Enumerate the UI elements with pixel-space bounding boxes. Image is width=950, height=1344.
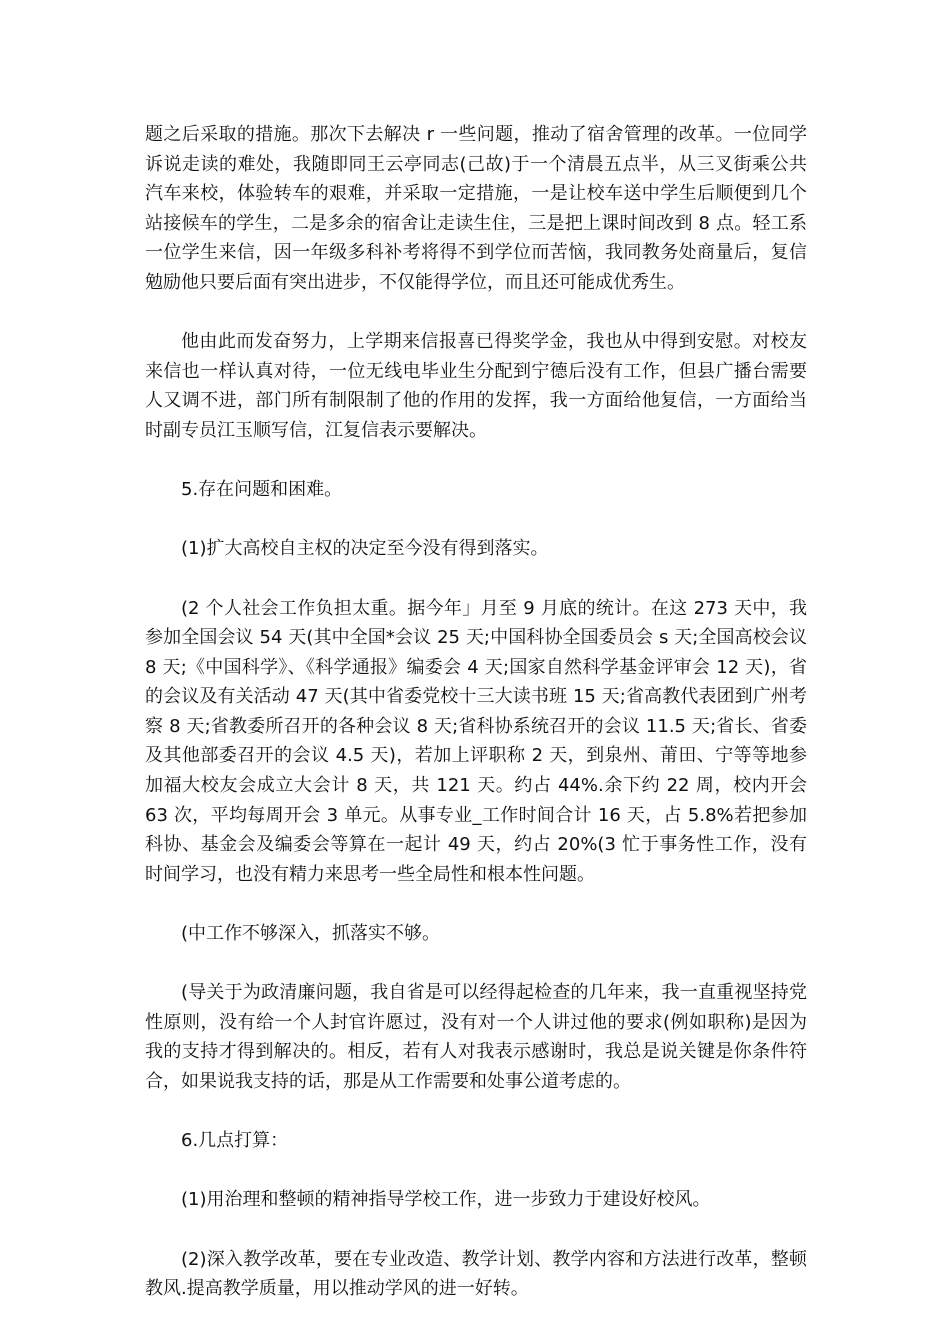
list-item: (1)扩大高校自主权的决定至今没有得到落实。 [181,538,549,560]
section-heading: 6.几点打算： [181,1130,289,1152]
list-item: (导关于为政清廉问题，我自省是可以经得起检查的几年来，我一直重视坚持党性原则，没有给一个人封官许愿过，没有对一个人讲过他的要求(例如职称)是因为我的支持才得到解决的。相反，若有人对我表示感谢时，我总是说关键是你条件符合，如果说我支持的话，那是从工作需要和处事公道考虑的。 [145,982,807,1092]
list-item: (2)深入教学改革，要在专业改造、教学计划、教学内容和方法进行改革，整顿教风.提高教学质量，用以推动学风的进一好转。 [145,1248,807,1300]
section-heading: 5.存在问题和困难。 [181,479,343,501]
list-item: (中工作不够深入，抓落实不够。 [181,923,441,945]
paragraph: 他由此而发奋努力，上学期来信报喜已得奖学金，我也从中得到安慰。对校友来信也一样认真对待，一位无线电毕业生分配到宁德后没有工作，但县广播台需要人又调不进，部门所有制限制了他的作用的发挥，我一方面给他复信，一方面给当时副专员江玉顺写信，江复信表示要解决。 [145,331,807,441]
document-body [145,120,807,1304]
list-item: (1)用治理和整顿的精神指导学校工作，进一步致力于建设好校风。 [181,1189,711,1211]
paragraph: 题之后采取的措施。那次下去解决 r 一些问题，推动了宿舍管理的改革。一位同学诉说走读的难处，我随即同王云亭同志(己故)于一个清晨五点半，从三叉街乘公共汽车来校，体验转车的艰难，并采取一定措施，一是让校车送中学生后顺便到几个站接候车的学生，二是多余的宿舍让走读生住，三是把上课时间改到 8 点。轻工系一位学生来信，因一年级多科补考将得不到学位而苦恼，我同教务处商量后，复信勉励他只要后面有突出进步，不仅能得学位，而且还可能成优秀生。 [145,124,807,293]
list-item: (2 个人社会工作负担太重。据今年」月至 9 月底的统计。在这 273 天中，我参加全国会议 54 天(其中全国*会议 25 天;中国科协全国委员会 s 天;全国高校会议 8 天;《中国科学》、《科学通报》编委会 4 天;国家自然科学基金评审会 12 天)，省的会议及有关活动 47 天(其中省委党校十三大读书班 15 天;省高教代表团到广州考察 8 天;省教委所召开的各种会议 8 天;省科协系统召开的会议 11.5 天;省长、省委及其他部委召开的会议 4.5 天)，若加上评职称 2 天，到泉州、莆田、宁等等地参加福大校友会成立大会计 8 天，共 121 天。约占 44%.余下约 22 周，校内开会 63 次，平均每周开会 3 单元。从事专业_工作时间合计 16 天，占 5.8%若把参加科协、基金会及编委会等算在一起计 49 天，约占 20%(3 忙于事务性工作，没有时间学习，也没有精力来思考一些全局性和根本性问题。 [145,597,807,885]
